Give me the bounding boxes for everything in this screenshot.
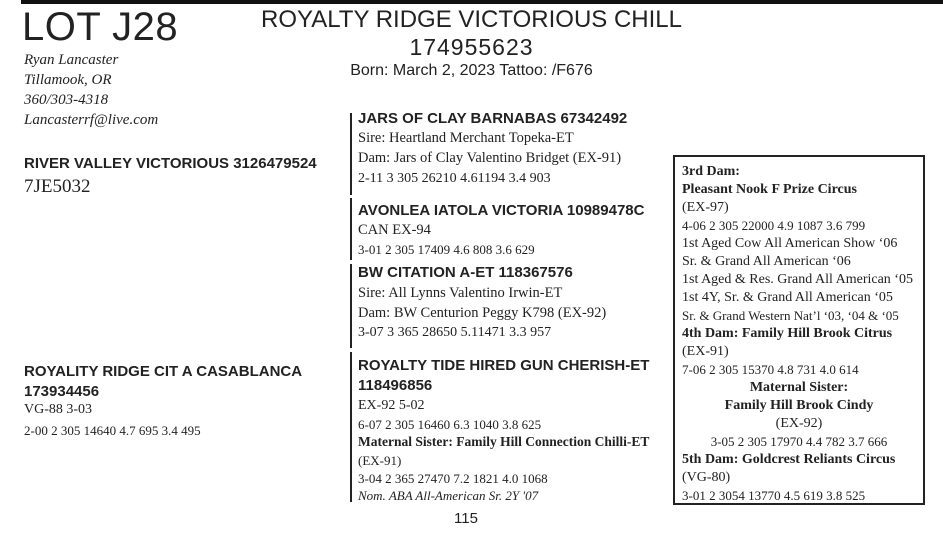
third-dam-record: 4-06 2 305 22000 4.9 1087 3.6 799: [682, 218, 866, 233]
dam-sire-record: 3-07 3 365 28650 5.11471 3.3 957: [358, 325, 552, 340]
third-dam-award-3: 1st Aged & Res. Grand All American ‘05: [682, 272, 913, 287]
sire-dam-classification: CAN EX-94: [358, 222, 431, 238]
third-dam-award-1: 1st Aged Cow All American Show ‘06: [682, 236, 898, 251]
fourth-dam-classification: (EX-91): [682, 344, 729, 359]
dam-classification: VG-88 3-03: [24, 402, 93, 417]
sire-sire-record: 2-11 3 305 26210 4.61194 3.4 903: [358, 171, 551, 186]
sire-name: RIVER VALLEY VICTORIOUS 3126479524: [24, 155, 317, 172]
third-dam-award-4: 1st 4Y, Sr. & Grand All American ‘05: [682, 290, 893, 305]
third-dam-label: 3rd Dam:: [682, 164, 740, 179]
sire-code: 7JE5032: [24, 176, 91, 197]
fifth-dam-classification: (VG-80): [682, 470, 731, 485]
consignor-city: Tillamook, OR: [24, 72, 112, 88]
third-dam-award-5: Sr. & Grand Western Nat’l ‘03, ‘04 & ‘05: [682, 308, 899, 323]
top-rule: [21, 0, 943, 4]
dam-dam-record: 6-07 2 305 16460 6.3 1040 3.8 625: [358, 417, 542, 432]
dam-dam-sister-classification: (EX-91): [358, 453, 402, 468]
dam-sire-bracket: [350, 264, 352, 348]
sire-dam-bracket: [350, 198, 352, 260]
page-number: 115: [454, 510, 478, 527]
box-maternal-sister-label: Maternal Sister:: [749, 380, 849, 395]
sire-sire-dam: Dam: Jars of Clay Valentino Bridget (EX-91): [358, 150, 622, 166]
fourth-dam-record: 7-06 2 305 15370 4.8 731 4.0 614: [682, 362, 859, 377]
born-tattoo: Born: March 2, 2023 Tattoo: /F676: [350, 62, 593, 79]
sire-dam-record: 3-01 2 305 17409 4.6 808 3.6 629: [358, 242, 535, 257]
sire-dam-name: AVONLEA IATOLA VICTORIA 10989478C: [358, 202, 645, 219]
dam-dam-name: ROYALTY TIDE HIRED GUN CHERISH-ET: [358, 357, 650, 374]
sire-sire-name: JARS OF CLAY BARNABAS 67342492: [358, 110, 628, 127]
box-maternal-sister-name: Family Hill Brook Cindy: [724, 398, 874, 413]
dam-sire-dam: Dam: BW Centurion Peggy K798 (EX-92): [358, 305, 607, 321]
third-dam-name: Pleasant Nook F Prize Circus: [682, 182, 857, 197]
box-maternal-sister-record: 3-05 2 305 17970 4.4 782 3.7 666: [710, 434, 888, 449]
dam-name: ROYALITY RIDGE CIT A CASABLANCA: [24, 363, 303, 380]
animal-registration: 174955623: [409, 34, 534, 60]
dam-dam-bracket: [350, 352, 352, 502]
fifth-dam: 5th Dam: Goldcrest Reliants Circus: [682, 452, 896, 467]
third-dam-award-2: Sr. & Grand All American ‘06: [682, 254, 851, 269]
third-dam-classification: (EX-97): [682, 200, 729, 215]
fourth-dam: 4th Dam: Family Hill Brook Citrus: [682, 326, 893, 341]
consignor-phone: 360/303-4318: [24, 92, 109, 108]
dam-dam-classification: EX-92 5-02: [358, 398, 425, 413]
dam-dam-sister-record: 3-04 2 365 27470 7.2 1821 4.0 1068: [358, 471, 548, 486]
dam-record: 2-00 2 305 14640 4.7 695 3.4 495: [24, 423, 201, 438]
consignor-email: Lancasterrf@live.com: [24, 112, 159, 128]
dam-sire-sire: Sire: All Lynns Valentino Irwin-ET: [358, 285, 563, 301]
dam-sire-name: BW CITATION A-ET 118367576: [358, 264, 573, 281]
animal-name: ROYALTY RIDGE VICTORIOUS CHILL: [261, 6, 682, 33]
dam-dam-maternal-sister: Maternal Sister: Family Hill Connection Chilli-ET: [358, 434, 650, 449]
dam-dam-registration: 118496856: [358, 377, 433, 394]
sire-sire-sire: Sire: Heartland Merchant Topeka-ET: [358, 130, 574, 146]
sire-sire-bracket: [350, 113, 352, 195]
lot-number: LOT J28: [22, 5, 179, 49]
dam-dam-award: Nom. ABA All-American Sr. 2Y '07: [358, 488, 539, 503]
dam-registration: 173934456: [24, 383, 100, 400]
box-maternal-sister-classification: (EX-92): [775, 416, 823, 431]
consignor-name: Ryan Lancaster: [24, 52, 119, 68]
fifth-dam-record: 3-01 2 3054 13770 4.5 619 3.8 525: [682, 488, 866, 503]
